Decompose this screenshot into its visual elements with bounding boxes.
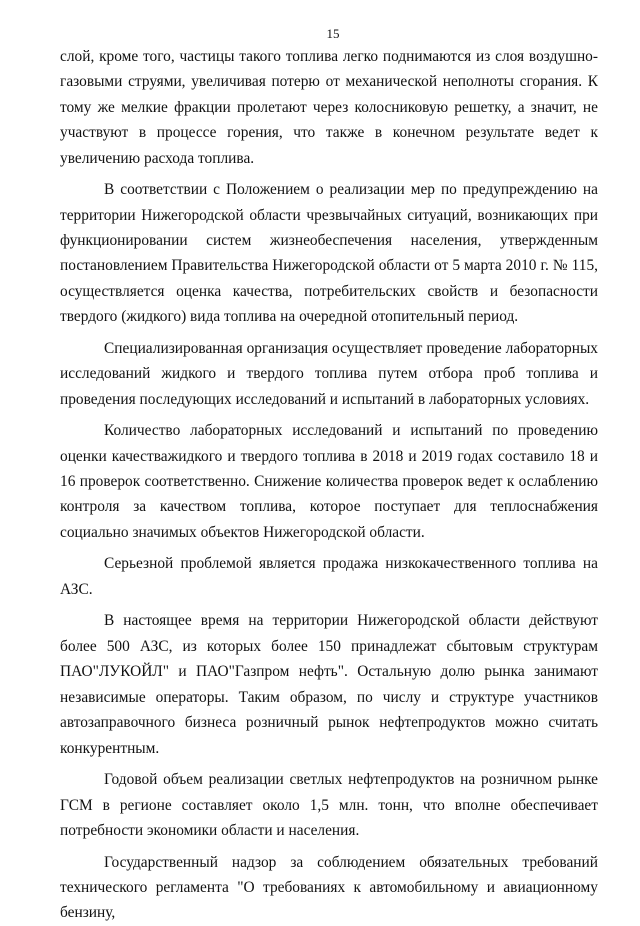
paragraph-state-supervision: Государственный надзор за соблюдением обязательных требований технического регламента "О требованиях к автомобильному и авиационному бензину,: [60, 853, 598, 922]
paragraph-lab-research: Специализированная организация осуществляет проведение лабораторных исследований жидкого и твердого топлива путем отбора проб топлива и проведения последующих исследований и испытаний в лабораторных условиях.: [60, 339, 598, 408]
paragraph-low-quality-fuel: Серьезной проблемой является продажа низкокачественного топлива на АЗС.: [60, 555, 598, 598]
paragraph-continuation: слой, кроме того, частицы такого топлива легко поднимаются из слоя воздушно-газовыми струями, увеличивая потерю от механической неполноты сгорания. К тому же мелкие фракции пролетают через колосниковую решетку, а значит, не участвуют в процессе горения, что также в конечном результате ведет к увеличению расхода топлива.: [60, 48, 598, 167]
page-number: 15: [326, 26, 340, 41]
body-text: [60, 44, 598, 926]
paragraph-regulation: В соответствии с Положением о реализации мер по предупреждению на территории Нижегородской области чрезвычайных ситуаций, возникающих при функционировании систем жизнеобеспечения населения, утвержденным постановлением Правительства Нижегородской области от 5 марта 2010 г. № 115, осуществляется оценка качества, потребительских свойств и безопасности твердого (жидкого) вида топлива на очередной отопительный период.: [60, 181, 598, 326]
paragraph-inspection-count: Количество лабораторных исследований и испытаний по проведению оценки качестважидкого и твердого топлива в 2018 и 2019 годах составило 18 и 16 проверок соответственно. Снижение количества проверок ведет к ослаблению контроля за качеством топлива, которое поступает для теплоснабжения социально значимых объектов Нижегородской области.: [60, 422, 598, 541]
paragraph-annual-volume: Годовой объем реализации светлых нефтепродуктов на розничном рынке ГСМ в регионе составляет около 1,5 млн. тонн, что вполне обеспечивает потребности экономики области и населения.: [60, 771, 598, 839]
paragraph-gas-stations: В настоящее время на территории Нижегородской области действуют более 500 АЗС, из которых более 150 принадлежат сбытовым структурам ПАО"ЛУКОЙЛ" и ПАО"Газпром нефть". Остальную долю рынка занимают независимые операторы. Таким образом, по числу и структуре участников автозаправочного бизнеса розничный рынок нефтепродуктов можно считать конкурентным.: [60, 612, 598, 757]
